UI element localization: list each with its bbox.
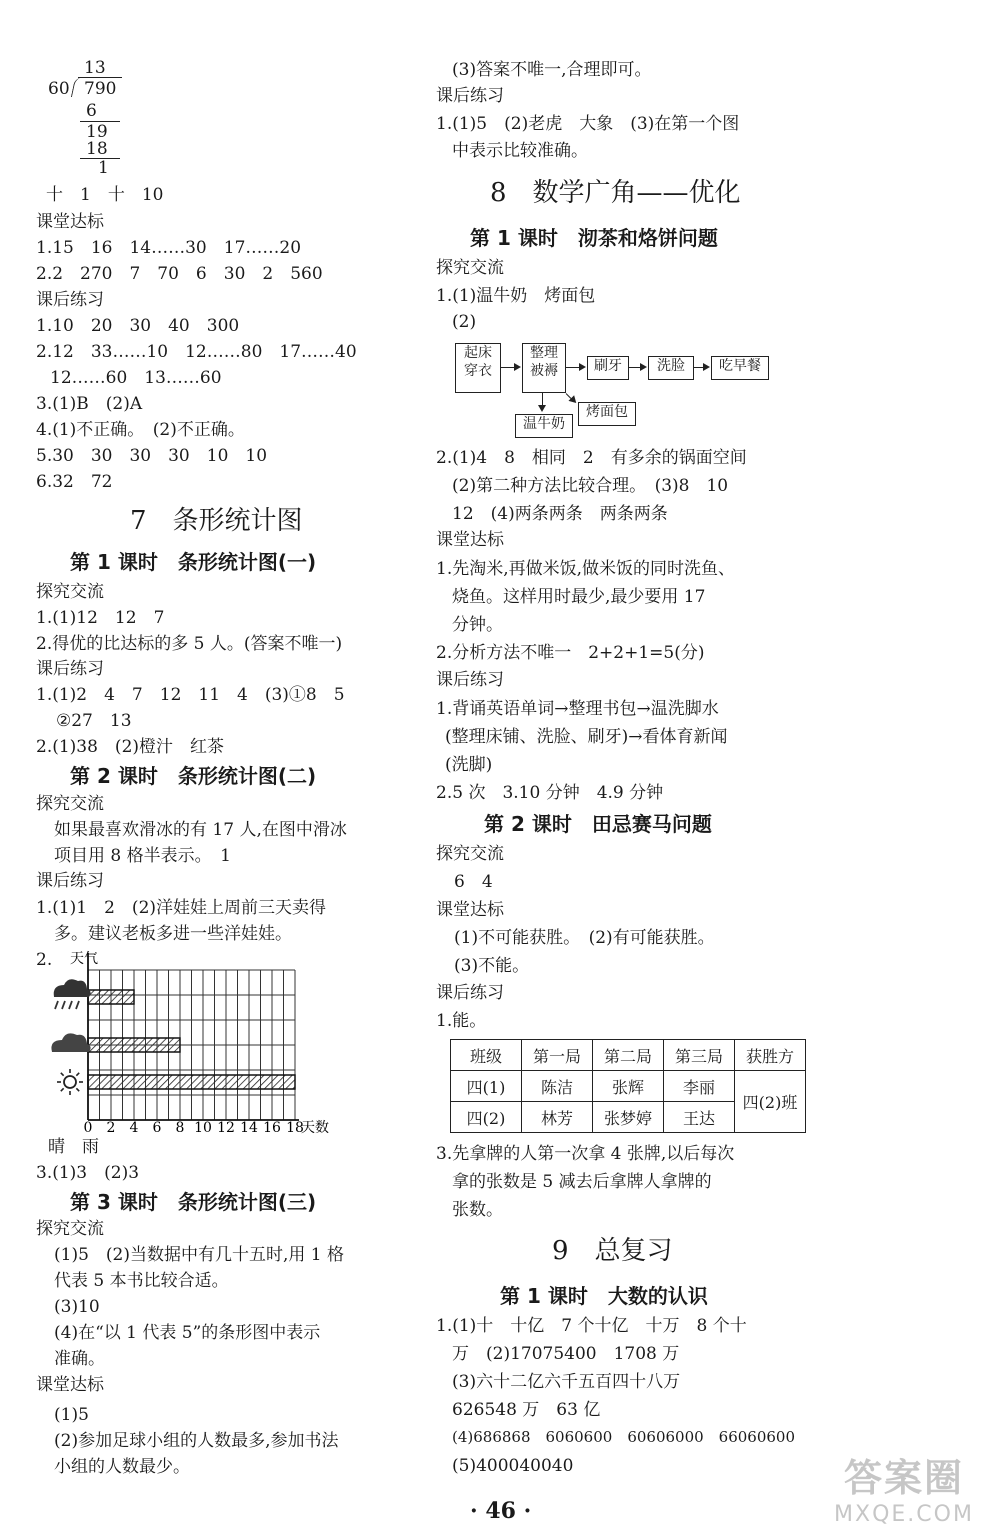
table-header: 班级 (451, 1040, 522, 1071)
division-step: 6 (86, 101, 97, 121)
table-header: 第三局 (664, 1040, 735, 1071)
section-label: 课堂达标 (36, 212, 104, 232)
section-label: 课堂达标 (36, 1375, 104, 1395)
section-label: 课堂达标 (436, 900, 504, 920)
answer-line: 1.背诵英语单词→整理书包→温洗脚水 (436, 699, 719, 719)
flow-arrow (566, 393, 575, 402)
flow-box: 整理 被褥 (522, 343, 566, 393)
answer-line: ②27 13 (56, 711, 132, 731)
table-header: 第一局 (522, 1040, 593, 1071)
answer-line: 晴 雨 (48, 1137, 99, 1157)
answer-line: 2.得优的比达标的多 5 人。(答案不唯一) (36, 634, 343, 654)
section-label: 课后练习 (36, 659, 104, 679)
answer-line: (2)第二种方法比较合理。 (3)8 10 (452, 476, 729, 496)
table-cell-winner: 四(2)班 (735, 1071, 806, 1133)
watermark-logo: 答案圈 MXQE.COM (834, 1456, 974, 1527)
answer-line: 烧鱼。这样用时最少,最少要用 17 (452, 587, 706, 607)
answer-line: 如果最喜欢滑冰的有 17 人,在图中滑冰 (54, 820, 347, 840)
answer-line: 4.(1)不正确。 (2)不正确。 (36, 420, 245, 440)
division-divisor: 60 (48, 79, 70, 99)
section-label: 课堂达标 (436, 530, 504, 550)
tick-label: 14 (240, 1120, 258, 1135)
lesson-title: 第 3 课时 条形统计图(三) (70, 1190, 317, 1214)
answer-line: 2.2 270 7 70 6 30 2 560 (36, 264, 323, 284)
lesson-title: 第 2 课时 条形统计图(二) (70, 764, 317, 788)
table-cell: 张辉 (593, 1071, 664, 1102)
answer-line: 6 4 (454, 872, 493, 892)
answer-line: 3.先拿牌的人第一次拿 4 张牌,以后每次 (436, 1144, 735, 1164)
section-label: 探究交流 (436, 258, 504, 278)
answer-line: (1)5 (54, 1405, 89, 1425)
answer-line: (1)不可能获胜。 (2)有可能获胜。 (454, 928, 715, 948)
x-axis-label: 天数 (301, 1120, 329, 1135)
tick-label: 2 (106, 1120, 116, 1135)
flow-box: 温牛奶 (515, 414, 573, 438)
page-number: · 46 · (470, 1498, 532, 1524)
answer-line: (5)400040040 (452, 1456, 574, 1476)
answer-line: 准确。 (54, 1349, 105, 1369)
tick-label: 6 (152, 1120, 162, 1135)
flow-arrow (566, 367, 584, 368)
answer-line: 2. (36, 950, 53, 970)
tick-label: 12 (217, 1120, 235, 1135)
answer-line: 5.30 30 30 30 10 10 (36, 446, 268, 466)
table-cell: 四(1) (451, 1071, 522, 1102)
flow-box: 吃早餐 (711, 356, 769, 380)
match-table (450, 1039, 806, 1133)
section-label: 探究交流 (36, 582, 104, 602)
table-cell: 林芳 (522, 1102, 593, 1133)
division-remainder: 1 (98, 158, 109, 178)
answer-line: 6.32 72 (36, 472, 113, 492)
answer-line: 1.(1)1 2 (2)洋娃娃上周前三天卖得 (36, 898, 327, 918)
answer-line: 3.(1)B (2)A (36, 394, 143, 414)
table-cell: 陈洁 (522, 1071, 593, 1102)
answer-line: (3)不能。 (454, 956, 530, 976)
answer-line: (3)10 (54, 1297, 100, 1317)
lesson-title: 第 1 课时 条形统计图(一) (70, 550, 317, 574)
flow-arrow (629, 367, 645, 368)
answer-line: 1.15 16 14……30 17……20 (36, 238, 302, 258)
table-cell: 李丽 (664, 1071, 735, 1102)
answer-line: (整理床铺、洗脸、刷牙)→看体育新闻 (445, 727, 728, 747)
tick-label: 8 (175, 1120, 185, 1135)
section-label: 探究交流 (436, 844, 504, 864)
division-step: 19 (86, 122, 108, 142)
flow-box: 烤面包 (578, 402, 636, 426)
division-dividend: 790 (84, 79, 117, 99)
answer-line: 1.(1)2 4 7 12 11 4 (3)①8 5 (36, 685, 345, 705)
section-label: 探究交流 (36, 1219, 104, 1239)
answer-line: (3)六十二亿六千五百四十八万 (452, 1372, 681, 1392)
flow-arrow (694, 367, 708, 368)
sun-icon (57, 1069, 83, 1095)
section-label: 课后练习 (436, 670, 504, 690)
table-header: 第二局 (593, 1040, 664, 1071)
tick-label: 18 (286, 1120, 304, 1135)
y-axis-label: 天气 (70, 951, 98, 967)
answer-line: 12 (4)两条两条 两条两条 (452, 504, 668, 524)
answer-line: 张数。 (452, 1200, 503, 1220)
answer-line: (1)5 (2)当数据中有几十五时,用 1 格 (54, 1245, 345, 1265)
answer-line: 十 1 十 10 (46, 185, 164, 205)
answer-line: 3.(1)3 (2)3 (36, 1163, 140, 1183)
answer-line: 多。建议老板多进一些洋娃娃。 (54, 924, 292, 944)
chapter-title: 9 总复习 (552, 1236, 673, 1266)
section-label: 课后练习 (36, 871, 104, 891)
answer-line: 中表示比较准确。 (452, 141, 588, 161)
answer-line: 1.10 20 30 40 300 (36, 316, 240, 336)
cloud-icon (51, 1033, 90, 1052)
flow-box: 起床 穿衣 (455, 343, 501, 393)
flow-arrow (542, 392, 543, 410)
answer-line: 12……60 13……60 (50, 368, 222, 388)
tick-label: 4 (129, 1120, 139, 1135)
answer-line: 分钟。 (452, 615, 503, 635)
section-label: 课后练习 (36, 290, 104, 310)
answer-line: 1.(1)温牛奶 烤面包 (436, 286, 596, 306)
answer-line: 代表 5 本书比较合适。 (54, 1271, 229, 1291)
chapter-title: 7 条形统计图 (130, 506, 303, 536)
tick-label: 0 (83, 1120, 93, 1135)
answer-line: 1.(1)12 12 7 (36, 608, 165, 628)
answer-line: 2.12 33……10 12……80 17……40 (36, 342, 357, 362)
lesson-title: 第 2 课时 田忌赛马问题 (484, 812, 712, 836)
answer-line: 1.(1)5 (2)老虎 大象 (3)在第一个图 (436, 114, 740, 134)
table-cell: 王达 (664, 1102, 735, 1133)
weather-bar-chart (40, 945, 370, 1135)
flow-box: 刷牙 (587, 356, 629, 380)
lesson-title: 第 1 课时 大数的认识 (500, 1284, 708, 1308)
table-cell: 四(2) (451, 1102, 522, 1133)
tick-label: 10 (194, 1120, 212, 1135)
answer-line: 1.(1)十 十亿 7 个十亿 十万 8 个十 (436, 1316, 747, 1336)
flow-box: 洗脸 (648, 356, 694, 380)
answer-line: 1.先淘米,再做米饭,做米饭的同时洗鱼、 (436, 559, 736, 579)
section-label: 课后练习 (436, 86, 504, 106)
answer-line: (4)在“以 1 代表 5”的条形图中表示 (54, 1323, 321, 1343)
lesson-title: 第 1 课时 沏茶和烙饼问题 (470, 226, 718, 250)
bar (88, 1038, 180, 1052)
section-label: 课后练习 (436, 983, 504, 1003)
answer-line: (3)答案不唯一,合理即可。 (452, 60, 652, 80)
table-header: 获胜方 (735, 1040, 806, 1071)
chapter-title: 8 数学广角——优化 (490, 178, 741, 208)
division-quotient: 13 (84, 58, 106, 78)
answer-line: 626548 万 63 亿 (452, 1400, 601, 1420)
flow-arrow (501, 367, 519, 368)
answer-line: 万 (2)17075400 1708 万 (452, 1344, 680, 1364)
tick-label: 16 (263, 1120, 281, 1135)
answer-line: 2.(1)4 8 相同 2 有多余的锅面空间 (436, 448, 747, 468)
answer-line: (洗脚) (445, 755, 493, 775)
bar (88, 990, 134, 1004)
section-label: 探究交流 (36, 794, 104, 814)
table-cell: 张梦婷 (593, 1102, 664, 1133)
answer-line: 1.能。 (436, 1011, 487, 1031)
answer-line: 2.(1)38 (2)橙汁 红茶 (36, 737, 225, 757)
answer-line: 小组的人数最少。 (54, 1457, 190, 1477)
answer-line: (2)参加足球小组的人数最多,参加书法 (54, 1431, 339, 1451)
division-step: 18 (86, 139, 108, 159)
answer-line: 项目用 8 格半表示。 1 (54, 846, 231, 866)
answer-line: (2) (452, 312, 477, 332)
rain-cloud-icon (54, 979, 91, 1009)
answer-line: 拿的张数是 5 减去后拿牌人拿牌的 (452, 1172, 712, 1192)
bar (88, 1075, 295, 1089)
answer-line: (4)686868 6060600 60606000 66060600 (452, 1428, 796, 1446)
answer-line: 2.5 次 3.10 分钟 4.9 分钟 (436, 783, 664, 803)
answer-line: 2.分析方法不唯一 2+2+1=5(分) (436, 643, 705, 663)
table-row (451, 1071, 806, 1102)
